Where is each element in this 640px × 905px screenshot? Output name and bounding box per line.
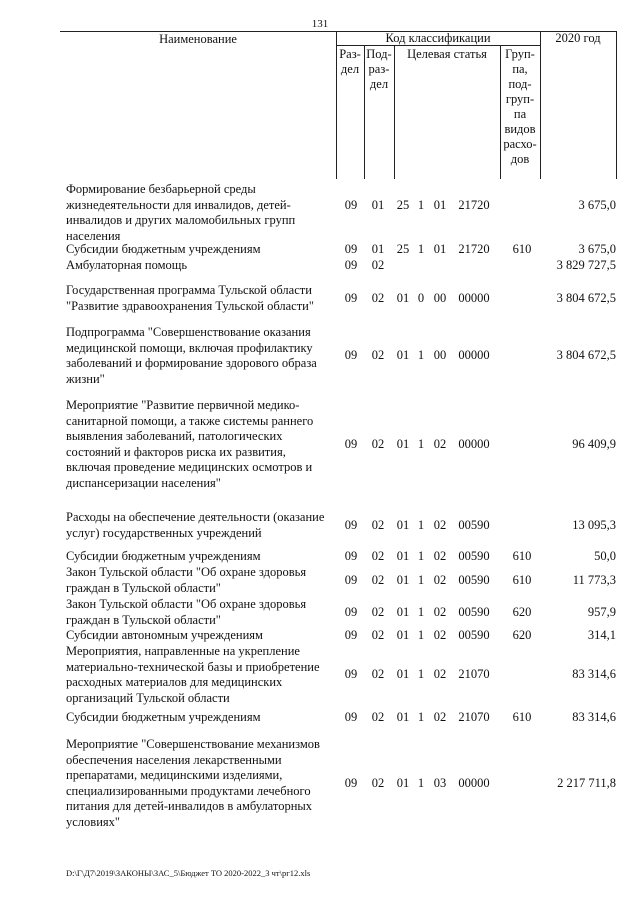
row-name-line: Мероприятие "Развитие первичной медико- [66, 398, 300, 412]
target-part1-cell: 01 [396, 572, 410, 587]
razdel-cell: 09 [344, 628, 358, 642]
row-name-line: выявления заболеваний, патологических [66, 429, 283, 443]
row-name-line: Подпрограмма "Совершенствование оказания [66, 325, 311, 339]
amount-cell: 11 773,3 [572, 572, 616, 587]
row-name [66, 565, 336, 596]
row-name-line: жизнедеятельности для инвалидов, детей- [66, 197, 291, 212]
group-cell: 620 [512, 604, 532, 619]
target-part3-cell: 02 [433, 517, 447, 532]
row-name-line: расходных материалов для медицинских [66, 675, 283, 689]
target-part3-cell: 02 [433, 436, 447, 451]
row-name [66, 258, 336, 274]
target-part1-cell: 01 [396, 667, 410, 682]
razdel-cell: 09 [344, 604, 358, 619]
row-name-line: "Развитие здравоохранения Тульской области" [66, 298, 314, 313]
target-part2-cell: 1 [417, 348, 425, 363]
target-part2-cell: 1 [417, 517, 425, 532]
amount-cell: 3 804 672,5 [556, 290, 616, 305]
razdel-cell: 09 [344, 517, 358, 532]
target-part1-cell: 01 [396, 549, 410, 563]
target-part1-cell: 01 [396, 775, 410, 790]
target-part2-cell: 1 [417, 197, 425, 212]
target-part2-cell: 1 [417, 242, 425, 256]
header-podrazdel: Под- раз- дел [366, 47, 392, 91]
target-part3-cell: 00 [433, 348, 447, 363]
row-name-line: состояний и факторов риска их развития, [66, 444, 286, 459]
row-name [66, 710, 336, 726]
row-name-line: диспансеризации населения" [66, 475, 221, 490]
group-cell: 610 [512, 549, 532, 563]
podrazdel-cell: 02 [371, 775, 385, 790]
target-part2-cell: 1 [417, 710, 425, 724]
row-name-line: препаратами, медицинскими изделиями, [66, 768, 283, 782]
row-name-line: населения [66, 228, 121, 243]
razdel-cell: 09 [344, 197, 358, 212]
podrazdel-cell: 02 [371, 572, 385, 587]
header-name: Наименование [159, 32, 237, 46]
row-name-line: обеспечения населения лекарственными [66, 752, 282, 767]
target-part2-cell: 1 [417, 667, 425, 682]
row-name-line: Субсидии автономным учреждениям [66, 628, 263, 642]
header-year: 2020 год [555, 31, 601, 45]
target-part4-cell: 21070 [458, 710, 490, 724]
row-name-line: Закон Тульской области "Об охране здоровья [66, 565, 307, 579]
target-part2-cell: 1 [417, 436, 425, 451]
target-part4-cell: 00590 [458, 549, 490, 563]
amount-cell: 50,0 [594, 549, 616, 563]
target-part1-cell: 01 [396, 710, 410, 724]
target-part3-cell: 02 [433, 549, 447, 563]
row-name-line: граждан в Тульской области" [66, 612, 221, 627]
row-name-line: услуг) государственных учреждений [66, 525, 262, 540]
target-part4-cell: 21720 [458, 242, 490, 256]
target-part2-cell: 1 [417, 604, 425, 619]
target-part3-cell: 02 [433, 604, 447, 619]
row-name [66, 628, 336, 644]
amount-cell: 3 829 727,5 [556, 258, 616, 272]
group-cell: 610 [512, 710, 532, 724]
podrazdel-cell: 02 [371, 348, 385, 363]
row-name [66, 283, 336, 314]
podrazdel-cell: 01 [371, 242, 385, 256]
razdel-cell: 09 [344, 775, 358, 790]
target-part3-cell: 01 [433, 242, 447, 256]
header-code: Код классификации [385, 31, 491, 45]
target-part4-cell: 00590 [458, 517, 490, 532]
row-name-line: организаций Тульской области [66, 690, 230, 705]
target-part3-cell: 00 [433, 290, 447, 305]
row-name [66, 242, 336, 258]
podrazdel-cell: 02 [371, 667, 385, 682]
target-part4-cell: 00000 [458, 290, 490, 305]
razdel-cell: 09 [344, 710, 358, 724]
razdel-cell: 09 [344, 242, 358, 256]
target-part3-cell: 02 [433, 710, 447, 724]
row-name-line: Мероприятие "Совершенствование механизмов [66, 737, 320, 751]
target-part3-cell: 02 [433, 628, 447, 642]
row-name-line: Субсидии бюджетным учреждениям [66, 242, 261, 256]
target-part2-cell: 0 [417, 290, 425, 305]
target-part3-cell: 03 [433, 775, 447, 790]
target-part1-cell: 25 [396, 197, 410, 212]
amount-cell: 3 675,0 [578, 197, 616, 212]
row-name-line: Субсидии бюджетным учреждениям [66, 549, 261, 563]
row-name-line: Закон Тульской области "Об охране здоровья [66, 597, 307, 611]
podrazdel-cell: 02 [371, 258, 385, 272]
group-cell: 620 [512, 628, 532, 642]
target-part1-cell: 01 [396, 436, 410, 451]
row-name [66, 737, 336, 830]
podrazdel-cell: 02 [371, 436, 385, 451]
target-part4-cell: 00590 [458, 572, 490, 587]
amount-cell: 83 314,6 [572, 667, 616, 682]
header-celevaya: Целевая статья [407, 47, 487, 61]
target-part4-cell: 21070 [458, 667, 490, 682]
row-name-line: заболеваний и формирование здорового образа [66, 356, 317, 370]
amount-cell: 3 804 672,5 [556, 348, 616, 363]
header-gruppa: Груп- па, под- груп- па видов расхо- дов [503, 47, 537, 166]
target-part4-cell: 21720 [458, 197, 490, 212]
razdel-cell: 09 [344, 667, 358, 682]
target-part3-cell: 01 [433, 197, 447, 212]
row-name-line: условиях" [66, 814, 120, 829]
razdel-cell: 09 [344, 348, 358, 363]
podrazdel-cell: 02 [371, 517, 385, 532]
target-part1-cell: 25 [396, 242, 410, 256]
target-part4-cell: 00000 [458, 775, 490, 790]
group-cell: 610 [512, 572, 532, 587]
row-name-line: жизни" [66, 371, 105, 386]
row-name-line: материально-технической базы и приобретение [66, 659, 320, 674]
row-name-line: Амбулаторная помощь [66, 258, 188, 272]
row-name-line: включая проведение медицинских осмотров и [66, 460, 313, 474]
target-part2-cell: 1 [417, 628, 425, 642]
row-name-line: медицинской помощи, включая профилактику [66, 340, 313, 355]
target-part1-cell: 01 [396, 517, 410, 532]
row-name-line: Формирование безбарьерной среды [66, 182, 256, 196]
target-part3-cell: 02 [433, 572, 447, 587]
amount-cell: 96 409,9 [572, 436, 616, 451]
target-part4-cell: 00000 [458, 436, 490, 451]
row-name-line: Государственная программа Тульской области [66, 283, 312, 297]
amount-cell: 3 675,0 [578, 242, 616, 256]
target-part4-cell: 00590 [458, 628, 490, 642]
row-name-line: Расходы на обеспечение деятельности (оказание [66, 510, 325, 524]
razdel-cell: 09 [344, 549, 358, 563]
amount-cell: 957,9 [587, 604, 616, 619]
row-name-line: питания для детей-инвалидов в амбулаторных [66, 799, 313, 813]
podrazdel-cell: 02 [371, 549, 385, 563]
row-name [66, 325, 336, 387]
amount-cell: 2 217 711,8 [557, 775, 616, 790]
target-part4-cell: 00590 [458, 604, 490, 619]
header-razdel: Раз- дел [339, 47, 361, 76]
razdel-cell: 09 [344, 436, 358, 451]
group-cell: 610 [512, 242, 532, 256]
podrazdel-cell: 01 [371, 197, 385, 212]
target-part4-cell: 00000 [458, 348, 490, 363]
row-name [66, 510, 336, 541]
target-part1-cell: 01 [396, 348, 410, 363]
row-name-line: Субсидии бюджетным учреждениям [66, 710, 261, 724]
razdel-cell: 09 [344, 258, 358, 272]
target-part1-cell: 01 [396, 290, 410, 305]
row-name [66, 644, 336, 706]
row-name [66, 597, 336, 628]
amount-cell: 13 095,3 [572, 517, 616, 532]
podrazdel-cell: 02 [371, 604, 385, 619]
amount-cell: 83 314,6 [572, 710, 616, 724]
file-path-footer: D:\Г\Д7\2019\ЗАКОНЫ\ЗАС_5\Бюджет ТО 2020-2022_3 чт\рг12.xls [66, 868, 311, 878]
amount-cell: 314,1 [587, 628, 616, 642]
target-part2-cell: 1 [417, 572, 425, 587]
podrazdel-cell: 02 [371, 710, 385, 724]
row-name-line: инвалидов и других маломобильных групп [66, 213, 296, 227]
target-part1-cell: 01 [396, 628, 410, 642]
target-part2-cell: 1 [417, 549, 425, 563]
podrazdel-cell: 02 [371, 628, 385, 642]
row-name-line: Мероприятия, направленные на укрепление [66, 644, 300, 658]
row-name [66, 182, 336, 244]
page-number: 131 [311, 18, 329, 30]
row-name-line: санитарной помощи, а также системы раннего [66, 413, 314, 428]
row-name-line: специализированными продуктами лечебного [66, 783, 311, 798]
target-part1-cell: 01 [396, 604, 410, 619]
target-part3-cell: 02 [433, 667, 447, 682]
row-name [66, 398, 336, 491]
row-name-line: граждан в Тульской области" [66, 580, 221, 595]
podrazdel-cell: 02 [371, 290, 385, 305]
razdel-cell: 09 [344, 572, 358, 587]
row-name [66, 549, 336, 565]
target-part2-cell: 1 [417, 775, 425, 790]
razdel-cell: 09 [344, 290, 358, 305]
